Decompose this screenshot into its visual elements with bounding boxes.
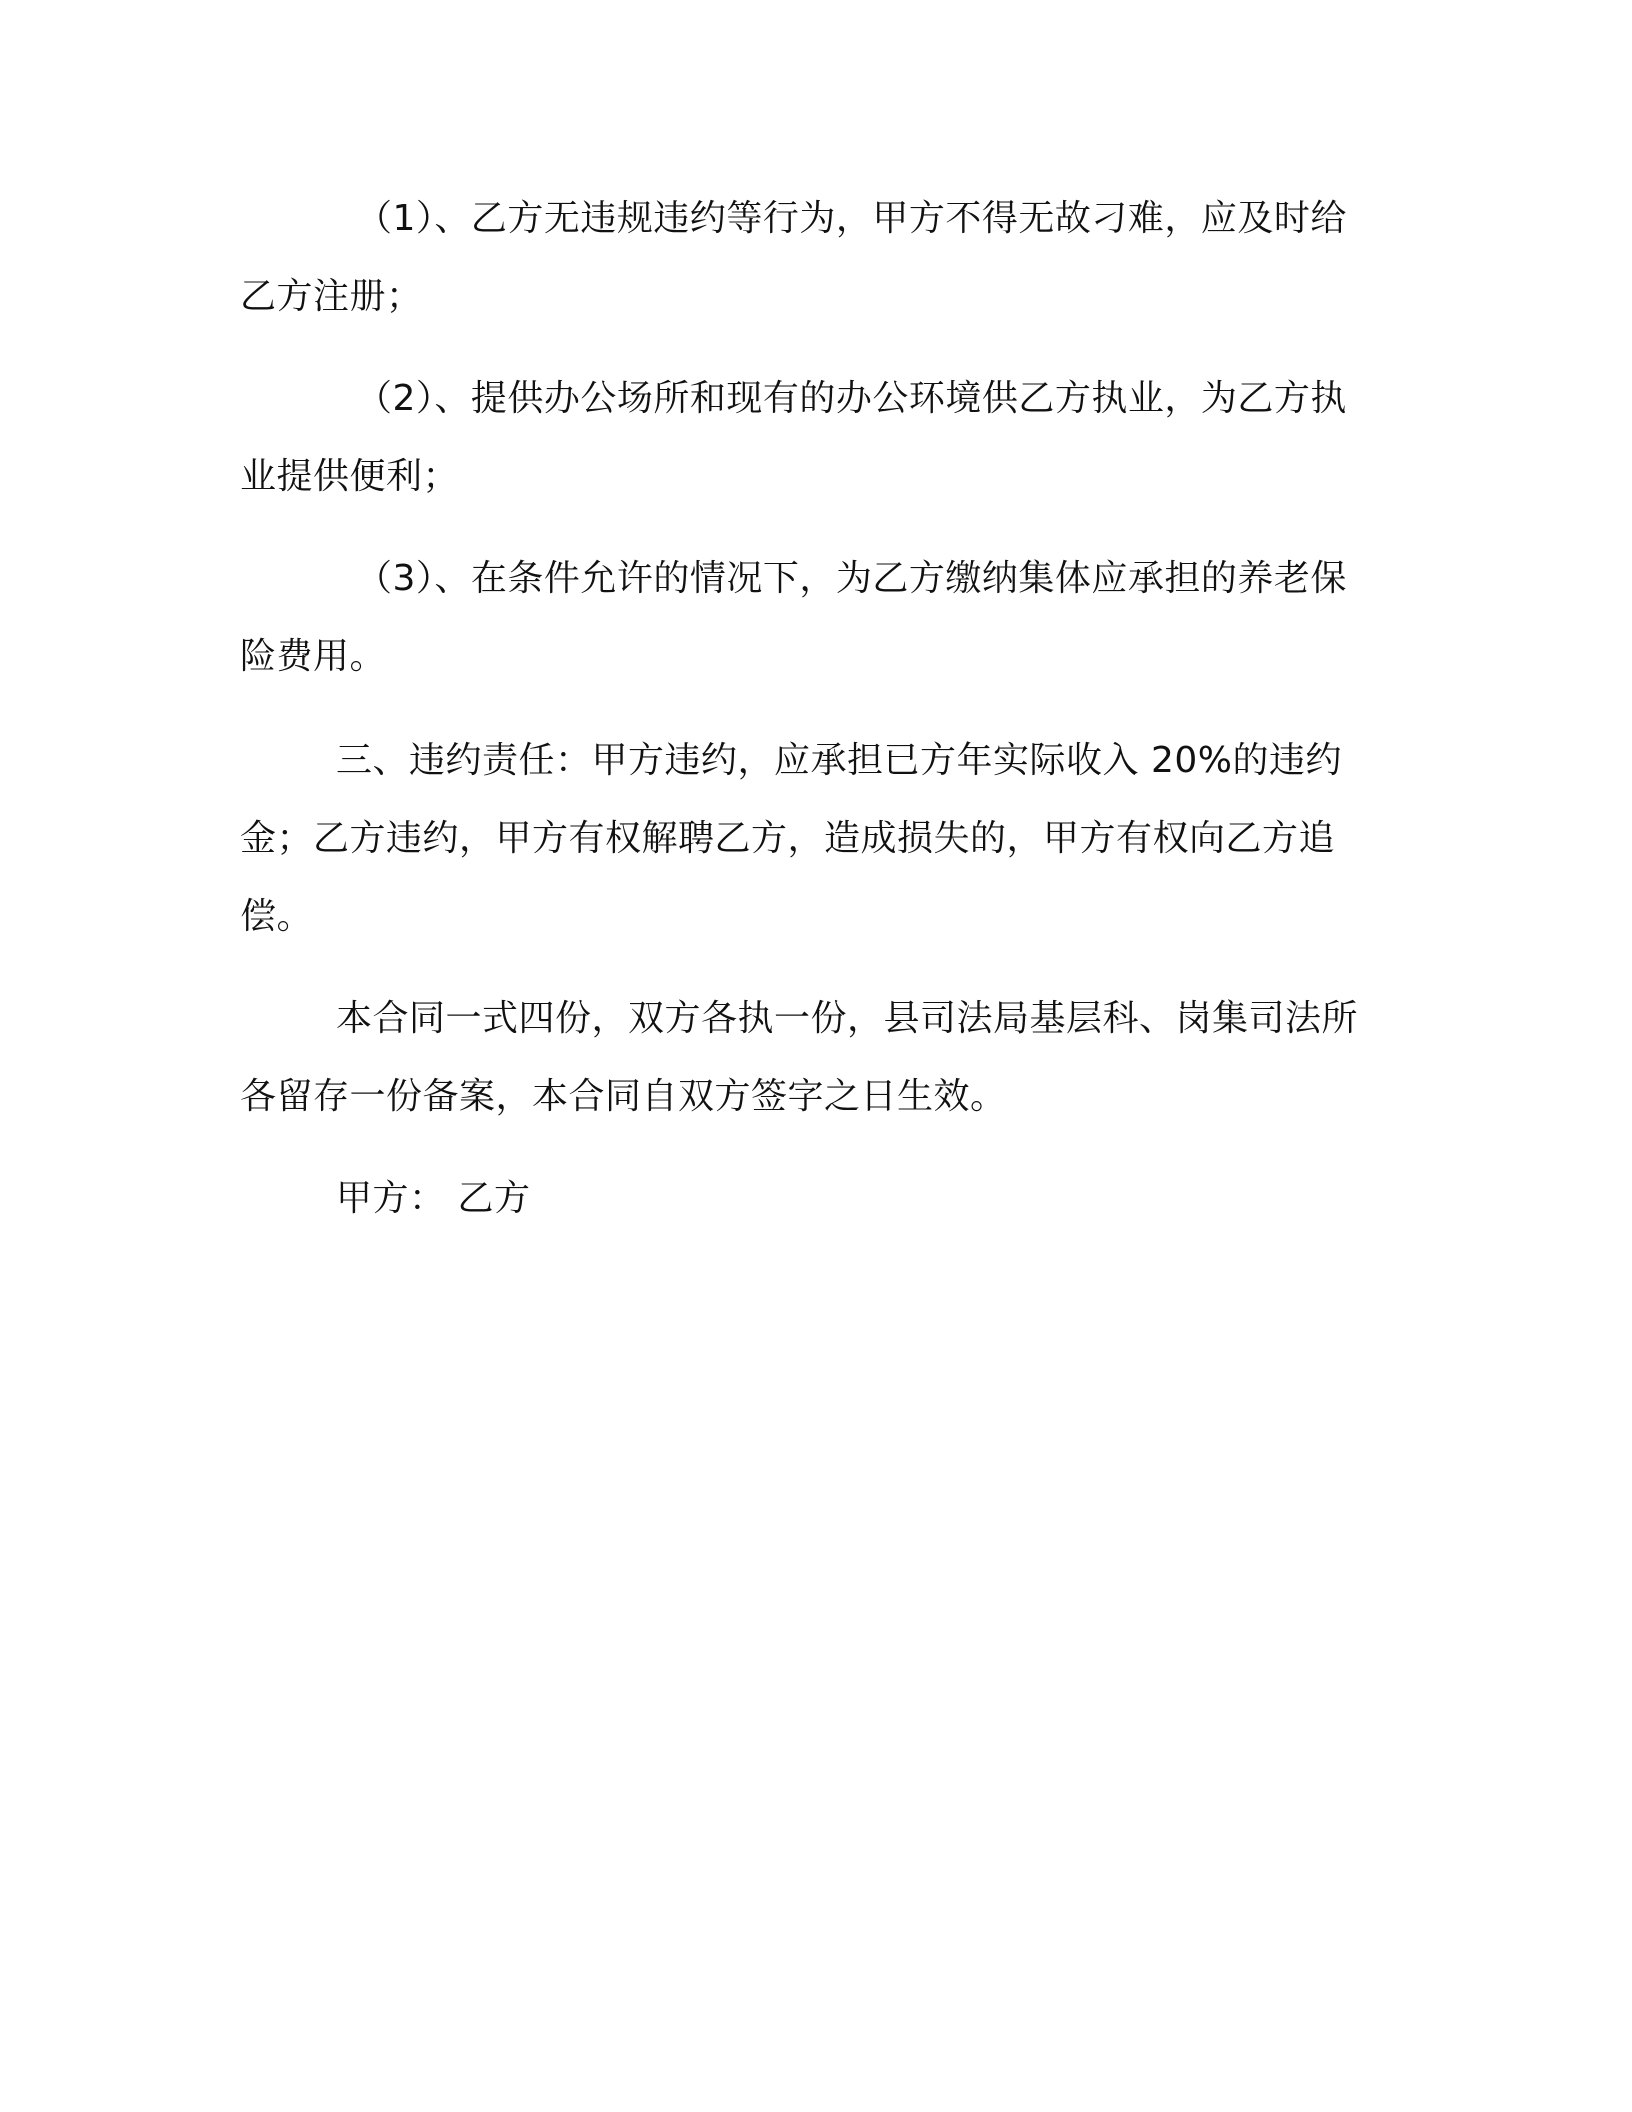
obligation-item-2-line-1: （2）、提供办公场所和现有的办公环境供乙方执业，为乙方执 bbox=[356, 378, 1347, 419]
obligation-item-3-line-2: 险费用。 bbox=[240, 636, 387, 677]
contract-copies-section bbox=[240, 980, 1380, 1136]
obligation-item-2 bbox=[240, 360, 1380, 516]
breach-liability-section bbox=[240, 722, 1380, 956]
breach-liability-line-2: 金；乙方违约，甲方有权解聘乙方，造成损失的，甲方有权向乙方追 bbox=[240, 818, 1336, 859]
obligation-item-3 bbox=[240, 540, 1380, 696]
obligation-item-1 bbox=[240, 180, 1380, 336]
party-signature-labels: 甲方： 乙方 bbox=[336, 1178, 531, 1219]
obligation-item-3-line-1: （3）、在条件允许的情况下，为乙方缴纳集体应承担的养老保 bbox=[356, 558, 1347, 599]
obligation-item-1-line-1: （1）、乙方无违规违约等行为，甲方不得无故刁难，应及时给 bbox=[356, 198, 1347, 239]
obligation-item-1-line-2: 乙方注册； bbox=[240, 276, 423, 317]
contract-copies-line-2: 各留存一份备案，本合同自双方签字之日生效。 bbox=[240, 1076, 1007, 1117]
obligation-item-2-line-2: 业提供便利； bbox=[240, 456, 460, 497]
contract-copies-line-1: 本合同一式四份，双方各执一份，县司法局基层科、岗集司法所 bbox=[336, 998, 1359, 1039]
breach-liability-line-1: 三、违约责任：甲方违约，应承担已方年实际收入 20%的违约 bbox=[336, 740, 1342, 781]
breach-liability-line-3: 偿。 bbox=[240, 896, 314, 937]
signature-section bbox=[240, 1160, 1380, 1238]
